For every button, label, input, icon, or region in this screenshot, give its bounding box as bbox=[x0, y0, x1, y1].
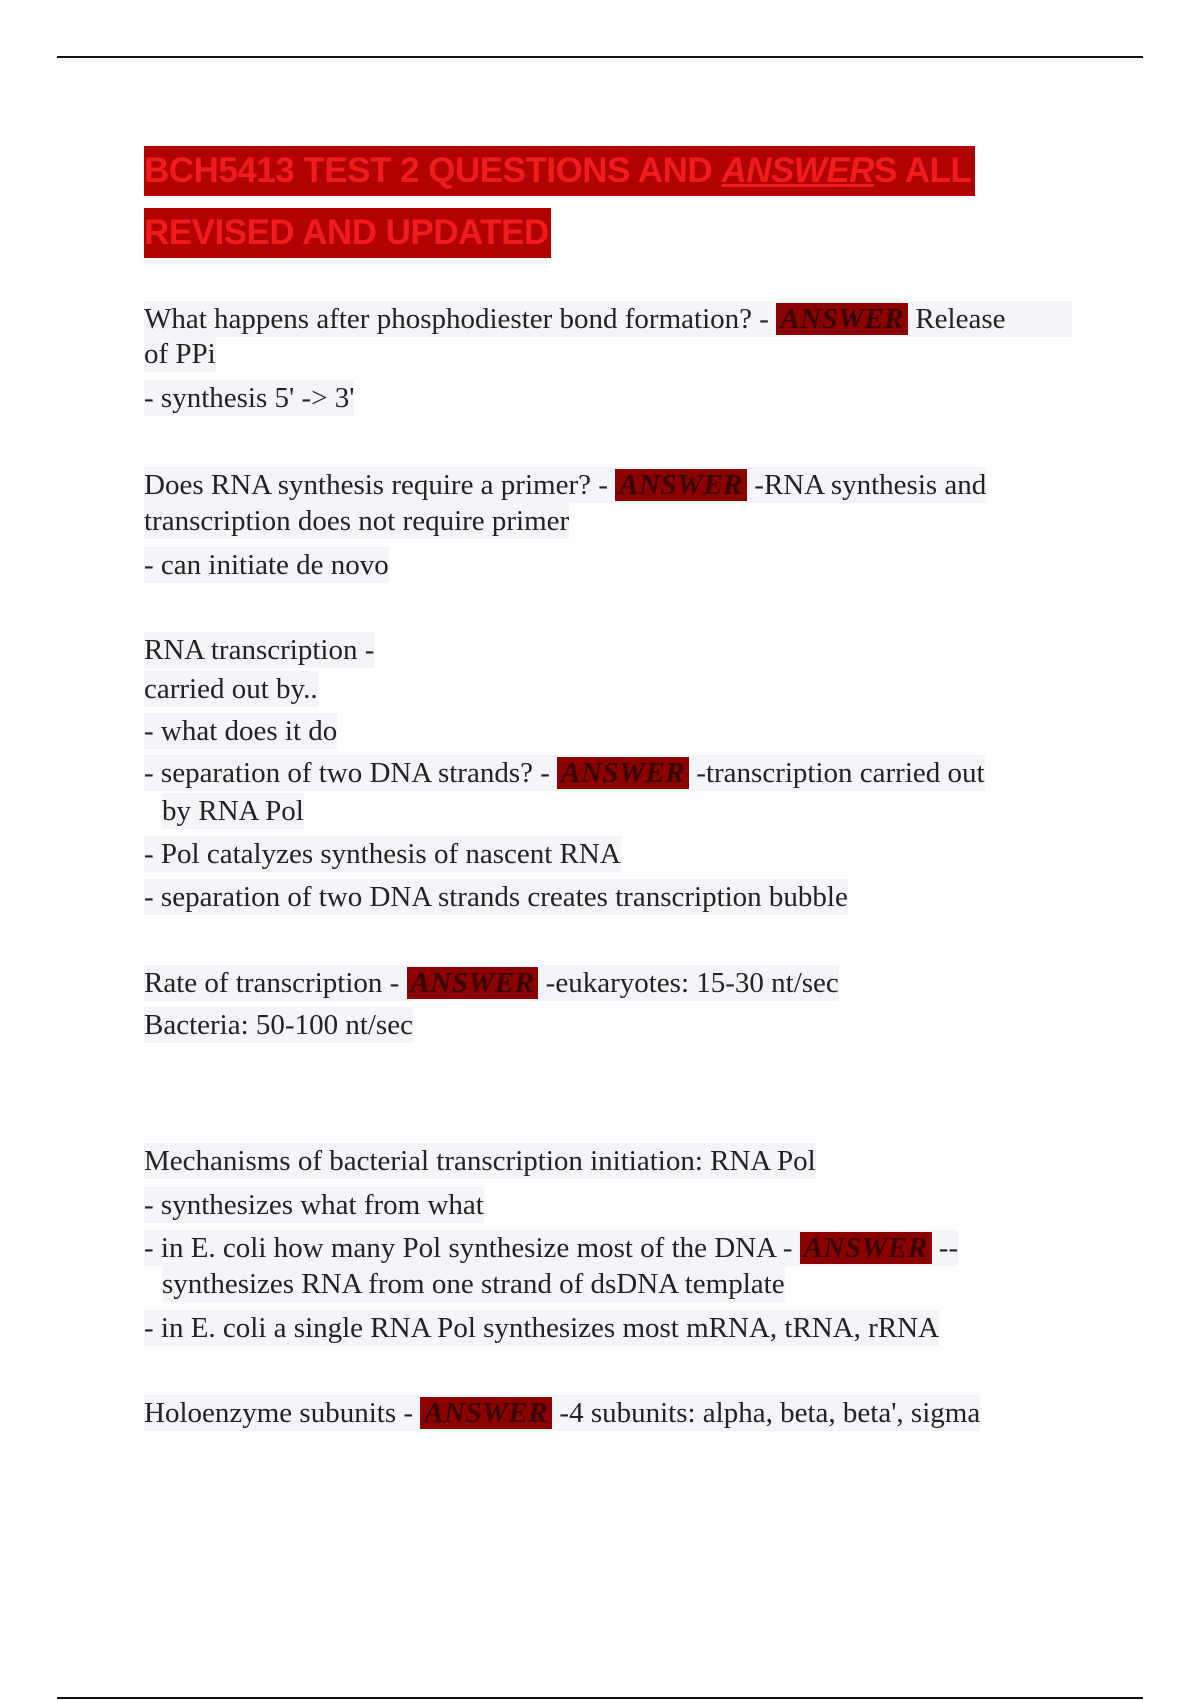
question-5: Mechanisms of bacterial transcription initiation: RNA Pol bbox=[144, 1145, 816, 1177]
question-5-line: - in E. coli how many Pol synthesize most of the DNA - ANSWER -- bbox=[144, 1232, 959, 1264]
top-rule bbox=[57, 56, 1143, 58]
answer-3-line: - separation of two DNA strands creates transcription bubble bbox=[144, 881, 848, 913]
answer-2-line: - can initiate de novo bbox=[144, 549, 389, 581]
question-6: Holoenzyme subunits - ANSWER -4 subunits: alpha, beta, beta', sigma bbox=[144, 1397, 981, 1429]
answer-1-line: - synthesis 5' -> 3' bbox=[144, 382, 355, 414]
question-3-line: - what does it do bbox=[144, 715, 338, 747]
answer-5-line: synthesizes RNA from one strand of dsDNA template bbox=[162, 1268, 785, 1300]
answer-1-line: of PPi bbox=[144, 338, 216, 370]
question-4: Rate of transcription - ANSWER -eukaryotes: 15-30 nt/sec bbox=[144, 967, 839, 999]
answer-tag: ANSWER bbox=[615, 469, 747, 501]
answer-5-line: - in E. coli a single RNA Pol synthesizes most mRNA, tRNA, rRNA bbox=[144, 1312, 940, 1344]
question-1: What happens after phosphodiester bond formation? - ANSWER Release bbox=[144, 301, 1072, 337]
question-2: Does RNA synthesis require a primer? - ANSWER -RNA synthesis and bbox=[144, 469, 987, 501]
bottom-rule bbox=[57, 1697, 1143, 1699]
answer-3-line: - Pol catalyzes synthesis of nascent RNA bbox=[144, 838, 621, 870]
answer-tag: ANSWER bbox=[776, 303, 908, 335]
answer-2-line: transcription does not require primer bbox=[144, 505, 570, 537]
question-3-line: - separation of two DNA strands? - ANSWER -transcription carried out bbox=[144, 757, 985, 789]
document-title-line-1: BCH5413 TEST 2 QUESTIONS AND ANSWERS ALL bbox=[144, 146, 975, 196]
answer-tag: ANSWER bbox=[407, 967, 539, 999]
answer-tag: ANSWER bbox=[420, 1397, 552, 1429]
question-3: RNA transcription - bbox=[144, 634, 375, 666]
question-3-line: carried out by.. bbox=[144, 673, 318, 705]
question-5-line: - synthesizes what from what bbox=[144, 1189, 484, 1221]
answer-4-line: Bacteria: 50-100 nt/sec bbox=[144, 1009, 413, 1041]
document-title-line-2: REVISED AND UPDATED bbox=[144, 208, 551, 258]
answer-tag: ANSWER bbox=[800, 1232, 932, 1264]
answer-tag: ANSWER bbox=[557, 757, 689, 789]
answer-3-line: by RNA Pol bbox=[162, 795, 304, 827]
